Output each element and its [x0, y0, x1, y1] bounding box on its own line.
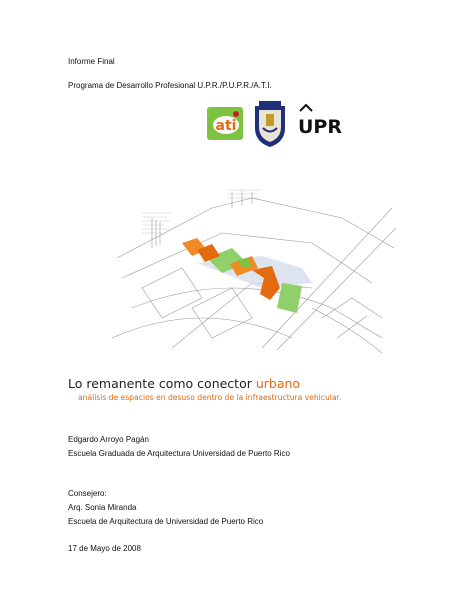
- advisor-label: Consejero:: [68, 489, 107, 498]
- upr-logo-text: UPR: [298, 116, 342, 138]
- document-date: 17 de Mayo de 2008: [68, 544, 141, 553]
- ati-logo-text: ati: [215, 118, 237, 134]
- program-name: Programa de Desarrollo Profesional U.P.R./P.U.P.R./A.T.I.: [68, 81, 272, 90]
- document-subtitle: análisis de espacios en desuso dentro de la infraestructura vehicular.: [78, 393, 342, 402]
- report-type: Informe Final: [68, 57, 115, 66]
- author-school: Escuela Graduada de Arquitectura Universidad de Puerto Rico: [68, 449, 290, 458]
- advisor-school: Escuela de Arquitectura de Universidad de Puerto Rico: [68, 517, 264, 526]
- title-accent: urbano: [255, 376, 301, 391]
- title-main: Lo remanente como conector: [68, 376, 256, 391]
- advisor-name: Arq. Sonia Miranda: [68, 503, 137, 512]
- upr-logo: [298, 103, 342, 145]
- ati-logo: [206, 105, 244, 143]
- document-title: [68, 376, 300, 391]
- university-seal-logo: [251, 100, 289, 148]
- author-name: Edgardo Arroyo Pagán: [68, 435, 149, 444]
- site-plan-image: [112, 188, 397, 356]
